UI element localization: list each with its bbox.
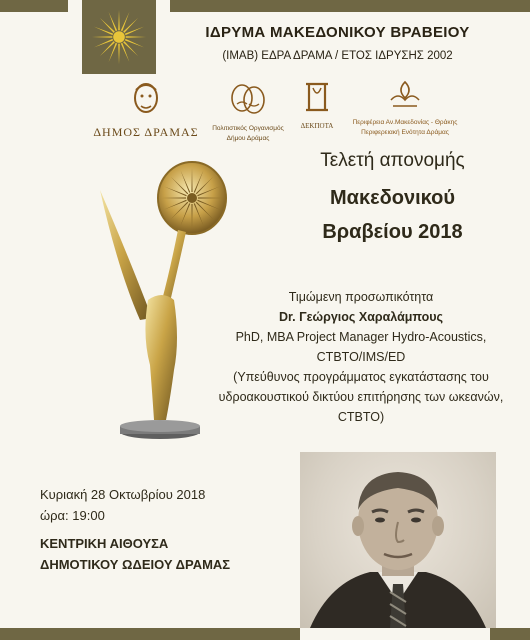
event-date: Κυριακή 28 Οκτωβρίου 2018 <box>40 487 206 502</box>
honoree-block <box>196 287 526 427</box>
ceremony-heading-line3: Βραβείου 2018 <box>322 221 463 243</box>
logo-dimos-dramas <box>92 78 200 140</box>
poli-caption-1: Πολιτιστικός Οργανισμός <box>212 125 284 132</box>
dimos-head-icon <box>126 78 166 118</box>
honoree-title-2: CTBTO/IMS/ED <box>316 350 406 364</box>
masks-icon <box>225 80 271 118</box>
honoree-desc-3: CTBTO) <box>337 410 385 424</box>
honoree-desc-2: υδροακουστικού δικτύου επιτήρησης των ωκεανών, <box>218 390 504 404</box>
logo-defkota <box>290 78 344 130</box>
event-venue-line1: ΚΕΝΤΡΙΚΗ ΑΙΘΟΥΣΑ <box>40 536 169 551</box>
region-caption-1: Περιφέρεια Αν.Μακεδονίας - Θράκης <box>352 119 458 126</box>
foundation-title: ΙΔΡΥΜΑ ΜΑΚΕΔΟΝΙΚΟΥ ΒΡΑΒΕΙΟΥ <box>205 24 470 41</box>
ceremony-heading-line2: Μακεδονικού <box>330 187 455 209</box>
event-time: ώρα: 19:00 <box>40 508 105 523</box>
top-band-right <box>170 0 530 12</box>
region-caption-2: Περιφερειακή Ενότητα Δράμας <box>361 129 449 136</box>
portrait-photo <box>300 452 496 628</box>
bottom-band-left <box>0 628 300 640</box>
honoree-portrait <box>300 452 496 628</box>
honoree-label: Τιμώμενη προσωπικότητα <box>288 290 434 304</box>
sun-icon <box>90 8 148 66</box>
dimos-caption: ΔΗΜΟΣ ΔΡΑΜΑΣ <box>93 125 199 139</box>
logo-region <box>350 78 460 137</box>
foundation-subtitle: (ΙΜΑΒ) ΕΔΡΑ ΔΡΑΜΑ / ΕΤΟΣ ΙΔΡΥΣΗΣ 2002 <box>222 50 453 62</box>
region-ornament-icon <box>385 78 425 112</box>
column-icon <box>300 78 334 116</box>
ceremony-heading-line1: Τελετή απονομής <box>320 150 465 171</box>
top-band-left <box>0 0 68 12</box>
logo-politistikos <box>203 80 293 143</box>
event-venue-line2: ΔΗΜΟΤΙΚΟΥ ΩΔΕΙΟΥ ΔΡΑΜΑΣ <box>40 557 231 572</box>
vergina-sun-emblem <box>82 0 156 74</box>
poli-caption-2: Δήμου Δράμας <box>226 135 270 142</box>
bottom-band-right <box>490 628 530 640</box>
honoree-desc-1: (Υπεύθυνος προγράμματος εγκατάστασης του <box>233 370 489 384</box>
honoree-title-1: PhD, MBA Project Manager Hydro-Acoustics, <box>235 330 487 344</box>
honoree-name: Dr. Γεώργιος Χαραλάμπους <box>278 310 444 324</box>
defkota-caption: ΔΕΚΠΟΤΑ <box>300 122 334 130</box>
